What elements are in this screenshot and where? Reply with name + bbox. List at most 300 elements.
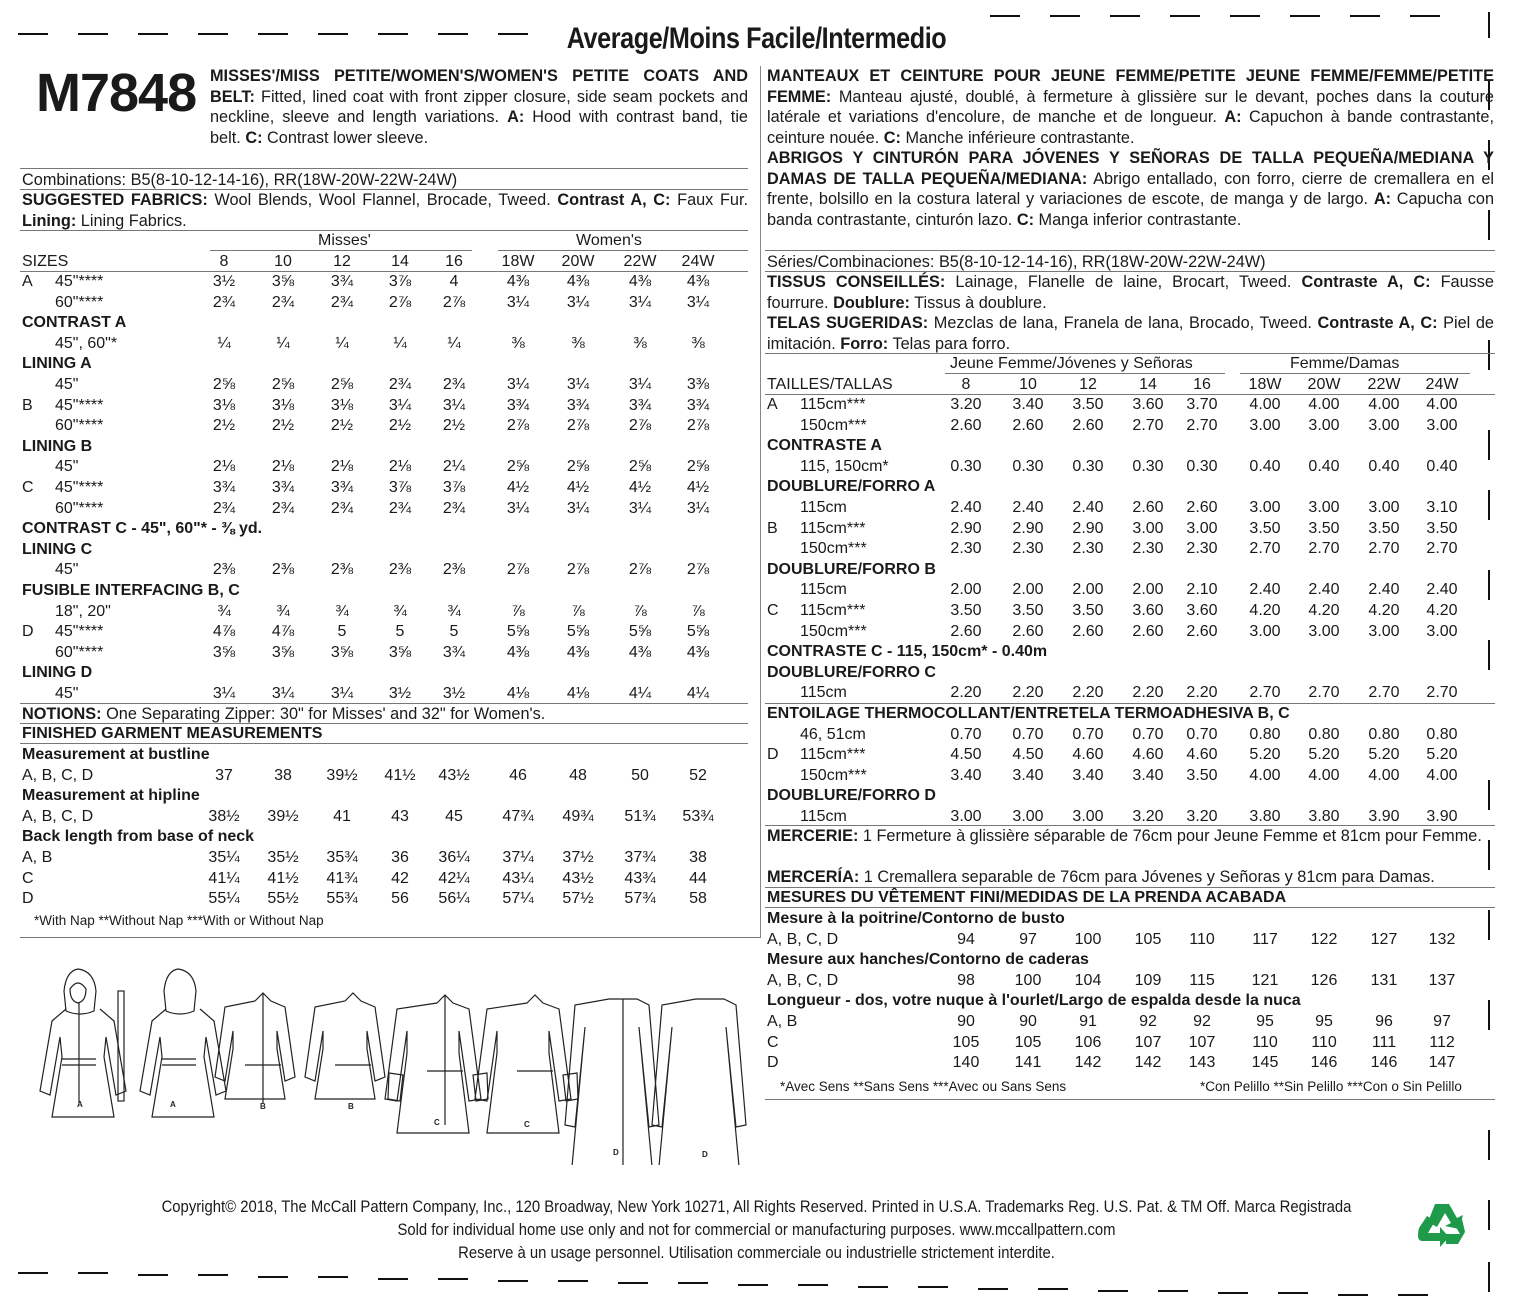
table-cell: 2.60 <box>1132 499 1164 516</box>
description-es <box>767 148 1494 230</box>
description-en-a-label: A: <box>507 108 525 127</box>
tissus-label: TISSUS CONSEILLÉS: <box>767 273 946 291</box>
coat-c-front-drawing <box>385 995 488 1133</box>
measurement-cell: 110 <box>1311 1033 1337 1051</box>
table-cell: 2¾ <box>330 293 354 311</box>
description-es-text: Abrigo entallado, con forro, cierre de cremallera en el frente, bolsillo en la costura lateral y variaciones de escote, de manga y de largo. <box>767 169 1494 209</box>
measurement-cell: 109 <box>1134 971 1162 989</box>
table-cell: 2⅜ <box>442 561 466 579</box>
measurement-cell: 112 <box>1429 1033 1455 1051</box>
table-cell: 3¼ <box>566 376 590 393</box>
table-cell: 3⅝ <box>388 643 412 661</box>
section-heading: DOUBLURE/FORRO A <box>767 478 936 496</box>
table-cell: 5⅝ <box>686 623 710 641</box>
measurement-cell: 106 <box>1074 1033 1102 1051</box>
coat-b-back-drawing <box>305 993 385 1099</box>
measurement-cell: 147 <box>1428 1054 1456 1072</box>
measurement-cell: 110 <box>1189 930 1215 948</box>
table-cell: 2.60 <box>950 416 982 434</box>
table-cell: 3¾ <box>506 396 530 414</box>
table-cell: 3⅝ <box>271 273 295 290</box>
size-header-cell: 18W <box>501 253 535 270</box>
sizes-label-en: SIZES <box>22 253 69 270</box>
table-cell: 3⅞ <box>388 273 412 290</box>
view-label: B <box>22 396 33 414</box>
measurement-cell: 105 <box>1134 930 1162 948</box>
description-en-a: Hood with contrast band, tie belt. <box>210 108 748 147</box>
view-label: A, B, C, D <box>767 971 839 989</box>
merceria-es <box>767 867 1494 888</box>
table-cell: 4¼ <box>628 685 652 702</box>
view-label: A, B <box>22 849 53 866</box>
merceria-label: MERCERÍA: <box>767 868 860 886</box>
table-cell: 3.40 <box>1012 396 1044 413</box>
table-cell: ¼ <box>276 334 290 352</box>
table-cell: 2½ <box>388 417 412 435</box>
fabric-width-label: 45"**** <box>55 479 104 496</box>
measurement-cell: 121 <box>1251 971 1279 989</box>
fabric-width-label: 45" <box>55 376 79 393</box>
size-header-cell: 20W <box>561 253 595 270</box>
table-cell: 5.20 <box>1426 746 1458 764</box>
table-cell: 2¾ <box>212 293 236 311</box>
table-cell: 2⅝ <box>212 376 236 393</box>
measurement-cell: 145 <box>1251 1054 1279 1072</box>
measurement-cell: 38 <box>274 766 292 784</box>
view-label: A, B, C, D <box>22 807 94 825</box>
table-cell: 4.00 <box>1368 396 1400 413</box>
combinations-fr: Séries/Combinaciones: B5(8-10-12-14-16), RR(18W-20W-22W-24W) <box>767 253 1266 271</box>
fabric-width-label: 45"**** <box>55 273 104 290</box>
fabric-width-label: 150cm*** <box>800 622 867 640</box>
size-header-cell: 14 <box>391 253 409 270</box>
fabric-width-label: 150cm*** <box>800 416 867 434</box>
table-cell: 3½ <box>388 685 412 702</box>
fabric-width-label: 45"**** <box>55 396 104 414</box>
measurement-cell: 97 <box>1019 930 1037 948</box>
size-header-cell: 24W <box>1425 376 1459 393</box>
table-cell: 2⅜ <box>330 561 354 579</box>
description-en-title: MISSES'/MISS PETITE/WOMEN'S/WOMEN'S PETITE COATS AND BELT: <box>210 67 748 106</box>
measurement-cell: 141 <box>1014 1054 1042 1072</box>
table-cell: 0.80 <box>1308 725 1340 743</box>
measurement-cell: 44 <box>689 869 707 887</box>
table-cell: 2⅛ <box>388 458 412 476</box>
measurement-cell: 115 <box>1189 971 1215 989</box>
table-cell: 2⅞ <box>506 417 530 435</box>
table-cell: 3¾ <box>330 479 354 496</box>
measurement-cell: 117 <box>1252 930 1278 948</box>
table-cell: 2⅝ <box>566 458 590 476</box>
measurement-cell: 58 <box>689 890 707 908</box>
measurement-heading: Mesure aux hanches/Contorno de caderas <box>767 951 1089 969</box>
view-label: A <box>767 396 778 413</box>
table-cell: 2½ <box>330 417 354 435</box>
table-cell: 2.70 <box>1308 540 1340 558</box>
table-cell: 3⅛ <box>330 396 354 414</box>
figure-label-3: B <box>260 1102 266 1111</box>
measurement-cell: 46 <box>509 766 527 784</box>
table-cell: 2.70 <box>1132 416 1164 434</box>
telas-label: TELAS SUGERIDAS: <box>767 314 929 332</box>
table-cell: 2⅛ <box>271 458 295 476</box>
measurement-cell: 41¾ <box>326 869 358 887</box>
size-header-cell: 16 <box>445 253 463 270</box>
view-label: A <box>22 273 33 290</box>
figure-label-2: A <box>170 1100 176 1109</box>
table-cell: 3.50 <box>1368 519 1400 537</box>
measurement-cell: 43 <box>391 807 409 825</box>
table-cell: 3.60 <box>1132 602 1164 619</box>
table-cell: ⅞ <box>633 602 647 620</box>
pattern-code: M7848 <box>36 63 197 123</box>
table-cell: 3¼ <box>506 293 530 311</box>
group-womens: Women's <box>576 232 642 249</box>
view-label: C <box>22 479 34 496</box>
table-cell: 4.00 <box>1426 766 1458 784</box>
measurement-cell: 91 <box>1079 1013 1097 1030</box>
table-cell: 2⅝ <box>330 376 354 393</box>
fabric-width-label: 46, 51cm <box>800 725 866 743</box>
measurement-cell: 38½ <box>208 807 240 825</box>
table-cell: 4.60 <box>1072 746 1104 764</box>
table-cell: 3.80 <box>1308 808 1340 825</box>
table-cell: 4.20 <box>1249 602 1281 619</box>
measurement-heading: Back length from base of neck <box>22 828 255 846</box>
measurement-cell: 92 <box>1139 1013 1157 1030</box>
table-cell: 2⅝ <box>271 376 295 393</box>
table-cell: 2.60 <box>1012 416 1044 434</box>
measurement-cell: 41½ <box>267 869 299 887</box>
table-cell: 4.00 <box>1308 396 1340 413</box>
table-cell: 5.20 <box>1249 746 1281 764</box>
table-cell: 5.20 <box>1368 746 1400 764</box>
tissus-conseilles <box>767 272 1494 313</box>
table-cell: 3½ <box>442 685 466 702</box>
table-cell: 2.60 <box>1072 416 1104 434</box>
section-heading: LINING C <box>22 540 93 558</box>
table-cell: 4⅜ <box>628 643 652 661</box>
table-cell: 2.40 <box>1249 581 1281 599</box>
fabric-width-label: 45" <box>55 561 79 579</box>
table-cell: 2.40 <box>1308 581 1340 599</box>
copyright-line: Copyright© 2018, The McCall Pattern Company, Inc., 120 Broadway, New York 10271, All Rights Reserved. Printed in U.S.A. Trademarks Reg. U.S. Pat. & TM Off. Marca Registrada <box>161 1198 1352 1216</box>
measurement-cell: 90 <box>1019 1013 1037 1030</box>
fabrics-text: Wool Blends, Wool Flannel, Brocade, Tweed. <box>207 191 558 209</box>
measurement-cell: 132 <box>1428 930 1456 948</box>
table-cell: 3.50 <box>1426 519 1458 537</box>
measurement-cell: 57½ <box>562 890 594 908</box>
table-cell: 3.00 <box>1249 416 1281 434</box>
section-heading: LINING B <box>22 437 93 455</box>
table-cell: 2.30 <box>950 540 982 558</box>
table-cell: ¼ <box>447 334 461 352</box>
notions-en <box>22 704 545 724</box>
table-cell: 2½ <box>271 417 295 435</box>
table-cell: 4⅜ <box>686 643 710 661</box>
table-cell: 3¼ <box>686 499 710 517</box>
measurement-heading: Measurement at hipline <box>22 787 200 805</box>
group-jeune: Jeune Femme/Jóvenes y Señoras <box>950 355 1193 372</box>
table-cell: 4.20 <box>1368 602 1400 619</box>
measurement-cell: 100 <box>1014 971 1042 989</box>
section-heading: LINING A <box>22 355 92 373</box>
table-cell: 0.30 <box>950 457 982 475</box>
size-header-cell: 24W <box>681 253 715 270</box>
view-label: D <box>767 1054 779 1072</box>
table-cell: 2⅝ <box>686 458 710 476</box>
table-cell: 3.00 <box>1249 499 1281 516</box>
measurement-cell: 39½ <box>267 807 299 825</box>
table-cell: ⅜ <box>571 334 585 352</box>
size-header-cell: 10 <box>274 253 292 270</box>
table-cell: 2¾ <box>442 499 466 517</box>
table-cell: 2.70 <box>1249 684 1281 702</box>
measurement-cell: 56 <box>391 890 409 908</box>
table-cell: ⅜ <box>691 334 705 352</box>
measurement-cell: 142 <box>1074 1054 1102 1072</box>
table-cell: 3⅛ <box>212 396 236 414</box>
table-cell: 3¾ <box>212 479 236 496</box>
coat-c-back-drawing <box>475 995 578 1133</box>
table-cell: 3.00 <box>1368 416 1400 434</box>
measurement-cell: 42 <box>391 869 409 887</box>
table-cell: 2¼ <box>442 458 466 476</box>
usage-line-en: Sold for individual home use only and not for commercial or manufacturing purposes. www.mccallpattern.com <box>397 1221 1116 1239</box>
table-cell: 4.20 <box>1426 602 1458 619</box>
measurement-cell: 37½ <box>562 849 594 866</box>
table-cell: 0.70 <box>1012 725 1044 743</box>
measurement-cell: 95 <box>1256 1013 1274 1030</box>
table-cell: 4⅞ <box>271 623 295 641</box>
table-cell: 4.60 <box>1186 746 1218 764</box>
table-cell: 4⅜ <box>566 643 590 661</box>
table-cell: ⅜ <box>633 334 647 352</box>
fabric-width-label: 115, 150cm* <box>800 457 889 475</box>
tissus-text: Lainage, Flanelle de laine, Brocart, Tweed. <box>945 273 1302 291</box>
description-es-a-label: A: <box>1373 190 1392 209</box>
table-cell: 2½ <box>442 417 466 435</box>
description-es-c: Manga inferior contrastante. <box>1034 210 1242 229</box>
measurement-cell: 41 <box>333 807 351 825</box>
group-misses: Misses' <box>318 232 371 249</box>
table-cell: 4.50 <box>950 746 982 764</box>
table-cell: 2.40 <box>950 499 982 516</box>
table-cell: 2.90 <box>950 519 982 537</box>
table-cell: 2⅜ <box>212 561 236 579</box>
fabric-width-label: 60"**** <box>55 417 104 435</box>
table-cell: ¾ <box>335 602 349 620</box>
table-cell: 4½ <box>566 479 590 496</box>
merceria-text: 1 Cremallera separable de 76cm para Jóvenes y Señoras y 81cm para Damas. <box>859 868 1435 886</box>
table-cell: ¼ <box>393 334 407 352</box>
telas-sugeridas <box>767 313 1494 354</box>
tie-belt-drawing <box>118 991 124 1101</box>
table-cell: 0.70 <box>950 725 982 743</box>
table-cell: 3¼ <box>628 376 652 393</box>
measurement-cell: 57¾ <box>624 890 656 908</box>
table-cell: 2.60 <box>1132 622 1164 640</box>
table-cell: 0.70 <box>1072 725 1104 743</box>
table-cell: 4⅜ <box>506 643 530 661</box>
table-cell: 3⅜ <box>686 376 710 393</box>
table-cell: 5.20 <box>1308 746 1340 764</box>
table-cell: 2⅞ <box>506 561 530 579</box>
measurement-cell: 38 <box>689 849 707 866</box>
view-label: C <box>767 1033 779 1051</box>
table-cell: 3.90 <box>1368 808 1400 825</box>
measurement-cell: 107 <box>1188 1033 1216 1051</box>
table-cell: 2⅞ <box>566 417 590 435</box>
footnote-en: *With Nap **Without Nap ***With or Without Nap <box>34 913 324 928</box>
table-cell: 3¾ <box>628 396 652 414</box>
table-cell: 0.30 <box>1186 457 1218 475</box>
table-cell: 3.00 <box>1426 622 1458 640</box>
measurement-cell: 107 <box>1134 1033 1162 1051</box>
contrast-label: Contrast A, C: <box>557 191 671 209</box>
table-cell: 0.80 <box>1368 725 1400 743</box>
table-cell: 4⅜ <box>628 273 652 290</box>
coat-a-front-drawing <box>40 969 126 1117</box>
footer <box>0 1196 1513 1265</box>
measurement-cell: 94 <box>957 930 975 948</box>
table-cell: 4.50 <box>1012 746 1044 764</box>
table-cell: 5⅝ <box>506 623 530 641</box>
table-cell: 2⅞ <box>628 417 652 435</box>
fabric-width-label: 150cm*** <box>800 766 867 784</box>
table-cell: 2.60 <box>1072 622 1104 640</box>
view-label: C <box>22 869 34 887</box>
table-cell: 3⅝ <box>271 643 295 661</box>
table-cell: 2.60 <box>950 622 982 640</box>
table-cell: 3.00 <box>1132 519 1164 537</box>
table-cell: 0.40 <box>1426 457 1458 475</box>
telas-forro-text: Telas para forro. <box>888 334 1011 353</box>
description-fr-c: Manche inférieure contrastante. <box>900 128 1135 147</box>
table-cell: 5⅝ <box>566 623 590 641</box>
difficulty-title: Average/Moins Facile/Intermedio <box>566 22 947 55</box>
lining-text: Lining Fabrics. <box>76 211 187 230</box>
view-label: A, B <box>767 1013 798 1030</box>
fabric-width-label: 115cm*** <box>800 746 866 764</box>
measurement-cell: 42¼ <box>438 869 470 887</box>
footnote-es: *Con Pelillo **Sin Pelillo ***Con o Sin Pelillo <box>1200 1079 1462 1094</box>
table-cell: 3.00 <box>1308 622 1340 640</box>
table-cell: 3.00 <box>1368 622 1400 640</box>
measurement-cell: 96 <box>1375 1013 1393 1030</box>
measurement-cell: 98 <box>957 971 975 989</box>
table-cell: ¼ <box>217 334 231 352</box>
fabric-width-label: 60"**** <box>55 293 104 311</box>
fabric-width-label: 45" <box>55 458 79 476</box>
finished-title-en: FINISHED GARMENT MEASUREMENTS <box>22 725 323 742</box>
description-es-c-label: C: <box>1016 210 1034 229</box>
table-cell: 2.00 <box>950 581 982 599</box>
table-cell: 2⅝ <box>506 458 530 476</box>
description-en-text: Fitted, lined coat with front zipper closure, side seam pockets and neckline, sleeve and length variations. <box>210 87 748 127</box>
description-fr-c-label: C: <box>883 128 901 147</box>
table-cell: 2.30 <box>1072 540 1104 558</box>
view-label: B <box>767 519 778 537</box>
table-cell: 0.30 <box>1072 457 1104 475</box>
size-header-cell: 12 <box>1079 376 1097 393</box>
table-cell: 2⅛ <box>212 458 236 476</box>
table-cell: 2¾ <box>330 499 354 517</box>
fabric-width-label: 115cm <box>800 581 847 599</box>
view-label: A, B, C, D <box>22 766 94 784</box>
table-cell: 3.00 <box>1072 808 1104 825</box>
table-cell: 5 <box>337 623 347 641</box>
measurement-cell: 45 <box>445 807 463 825</box>
table-cell: 2.30 <box>1012 540 1044 558</box>
technical-drawings <box>30 965 760 1165</box>
table-cell: 3¼ <box>566 499 590 517</box>
size-header-cell: 8 <box>961 376 971 393</box>
table-cell: 3⅝ <box>330 643 354 661</box>
telas-contrast-text: Piel de imitación. <box>767 314 1494 353</box>
table-cell: 3¼ <box>628 293 652 311</box>
table-cell: 2.30 <box>1186 540 1218 558</box>
measurement-cell: 35¾ <box>326 849 358 866</box>
mercerie-fr <box>767 826 1494 847</box>
table-cell: 4¼ <box>686 685 710 702</box>
table-cell: 3.40 <box>1072 766 1104 784</box>
table-cell: 2⅞ <box>628 561 652 579</box>
table-cell: 0.70 <box>1132 725 1164 743</box>
view-label: C <box>767 602 779 619</box>
tissus-contrast-label: Contraste A, C: <box>1301 273 1431 291</box>
table-cell: 4½ <box>628 479 652 496</box>
measurement-cell: 110 <box>1252 1033 1278 1051</box>
mercerie-text: 1 Fermeture à glissière séparable de 76cm pour Jeune Femme et 81cm pour Femme. <box>858 827 1482 845</box>
description-en <box>210 66 748 148</box>
description-fr-a-label: A: <box>1224 108 1242 127</box>
measurement-cell: 90 <box>957 1013 975 1030</box>
table-cell: 4.00 <box>1249 396 1281 413</box>
table-cell: 3.50 <box>1249 519 1281 537</box>
table-cell: 2.40 <box>1072 499 1104 516</box>
measurement-cell: 43¾ <box>624 869 656 887</box>
fabric-width-label: 18", 20" <box>55 602 111 620</box>
measurement-cell: 39½ <box>326 766 358 784</box>
table-cell: 2.00 <box>1132 581 1164 599</box>
table-cell: 3¼ <box>506 499 530 517</box>
tissus-doublure-text: Tissus à doublure. <box>909 293 1047 312</box>
table-cell: 4.20 <box>1308 602 1340 619</box>
fabric-width-label: 115cm <box>800 808 847 825</box>
measurement-cell: 55½ <box>267 890 299 908</box>
section-heading: CONTRAST A <box>22 314 127 332</box>
measurement-cell: 41¼ <box>208 869 240 887</box>
measurement-cell: 97 <box>1433 1013 1451 1030</box>
table-cell: 3.40 <box>1132 766 1164 784</box>
table-cell: 3.50 <box>1012 602 1044 619</box>
size-header-cell: 22W <box>1367 376 1401 393</box>
view-label: A, B, C, D <box>767 930 839 948</box>
table-cell: ⅞ <box>691 602 705 620</box>
table-cell: 3.00 <box>1308 499 1340 516</box>
fabric-width-label: 115cm*** <box>800 602 866 619</box>
table-cell: 0.40 <box>1308 457 1340 475</box>
table-cell: 2.40 <box>1012 499 1044 516</box>
mercerie-label: MERCERIE: <box>767 827 859 845</box>
measurement-cell: 41½ <box>384 766 416 784</box>
size-header-cell: 8 <box>219 253 229 270</box>
table-cell: 3.60 <box>1132 396 1164 413</box>
measurement-cell: 49¾ <box>562 807 594 825</box>
table-cell: 3.00 <box>1249 622 1281 640</box>
size-header-cell: 10 <box>1019 376 1037 393</box>
